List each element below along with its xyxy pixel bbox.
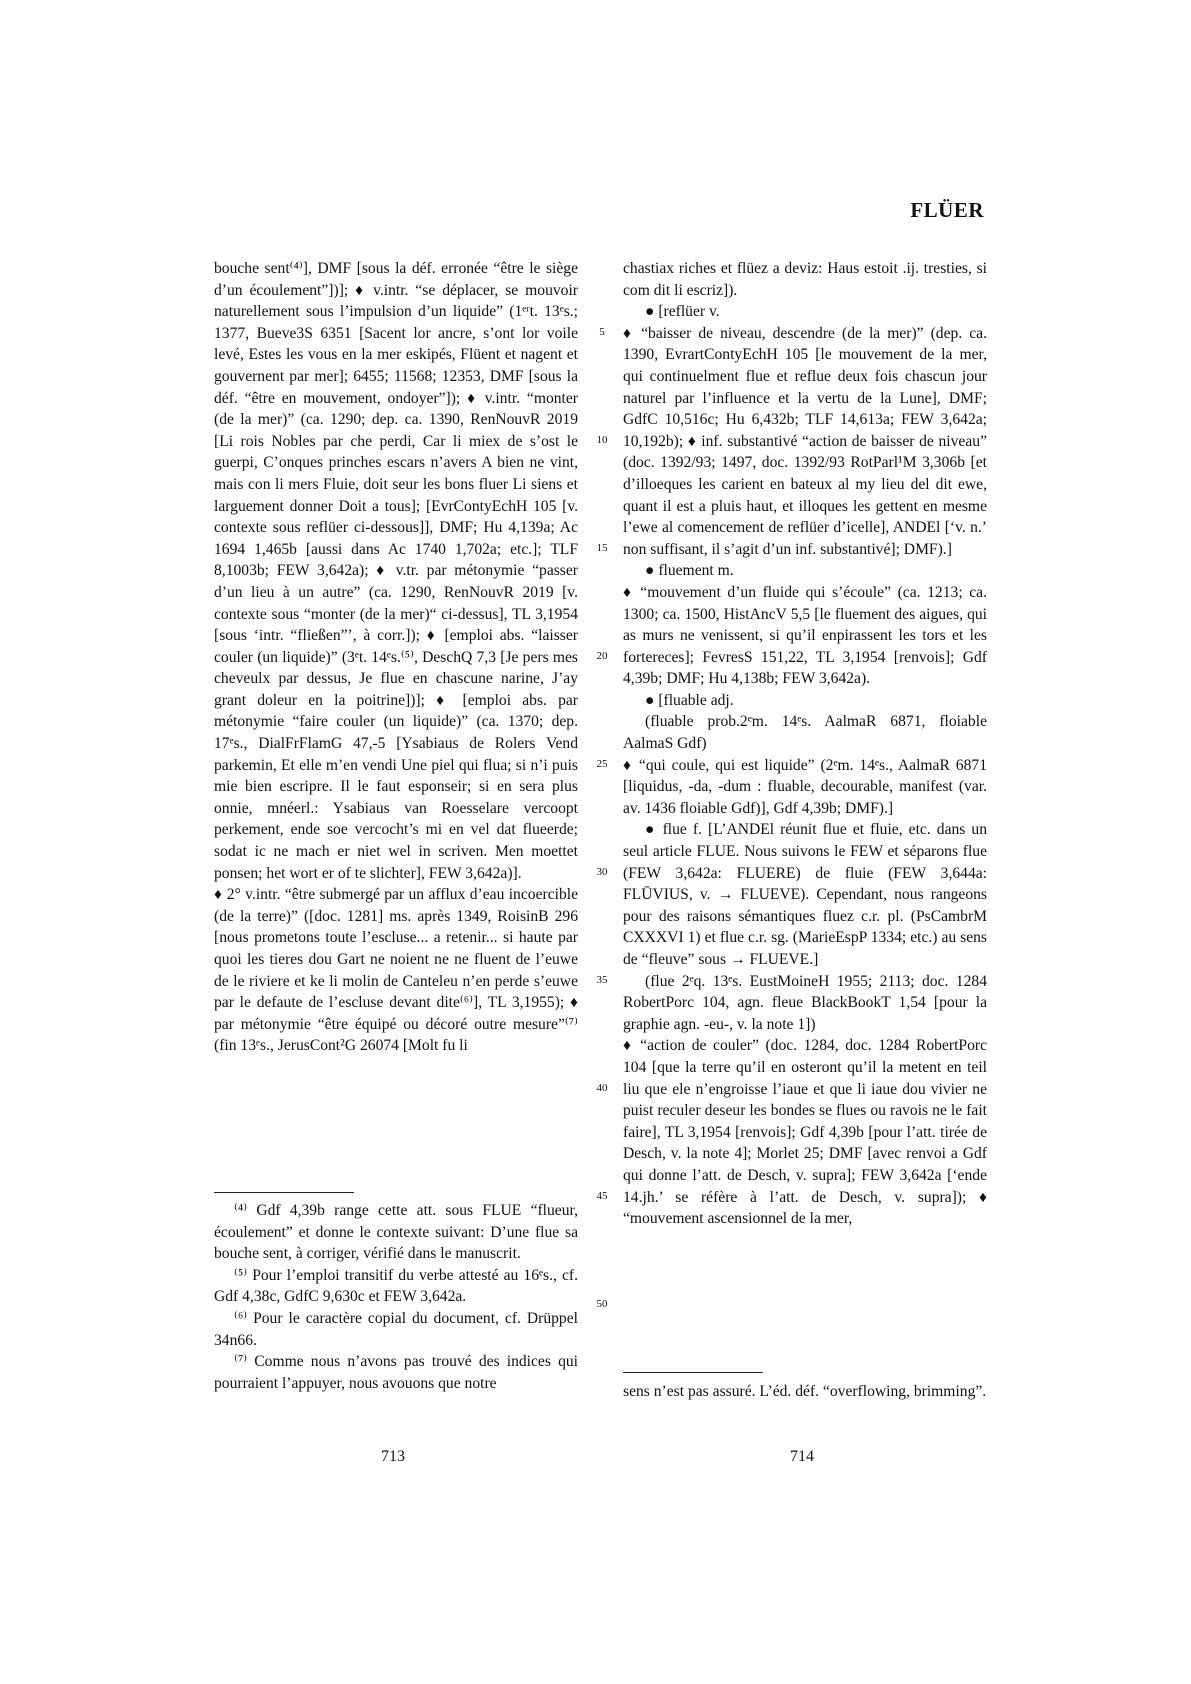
entry-reflüer-heading: ● [reflüer v. [645,303,720,321]
line-number: 30 [596,866,608,878]
line-number: 20 [596,650,608,662]
line-number: 10 [596,434,608,446]
footnote-4: ⁽⁴⁾ Gdf 4,39b range cette att. sous FLUE “flueur, écoulement” et donne le contexte suivant: D’une flue sa bouche sent, à corriger, vérifié dans le manuscrit. [214,1202,578,1263]
right-paragraph: (flue 2ᵉq. 13ᵉs. EustMoineH 1955; 2113; doc. 1284 RobertPorc 104, agn. fleue BlackBookT 1,54 [pour la graphie agn. -eu-, v. la note 1]) [623,972,987,1033]
footnote-6: ⁽⁶⁾ Pour le caractère copial du document, cf. Drüppel 34n66. [214,1309,578,1349]
footnote-rule-right [623,1372,763,1373]
right-paragraph: ♦ “baisser de niveau, descendre (de la mer)” (dep. ca. 1390, EvrartContyEchH 105 [le mouvement de la mer, qui continuelment flue et reflue deux fois chascun jour naturel par l’influence et la vertu de la Lune], DMF; GdfC 10,516c; Hu 6,432b; TLF 14,613a; FEW 3,642a; 10,192b); ♦ inf. substantivé “action de baisser de niveau” (doc. 1392/93; 1497, doc. 1392/93 RotParl¹M 3,306b [et d’illoeques les carient en bateux al my lieu del dit ewe, quant il est a pluis haut, et illoques les gettent en mesme l’ewe al comencement de reflüer d’icelle], ANDEl [‘v. n.’ non suffisant, il s’agit d’un inf. substantivé]; DMF).] [623,324,987,558]
page-number-left: 713 [381,1448,405,1465]
line-number: 45 [596,1190,608,1202]
line-number: 5 [599,326,605,338]
entry-fluable-heading: ● [fluable adj. [645,691,734,709]
footnote-5: ⁽⁵⁾ Pour l’emploi transitif du verbe attesté au 16ᵉs., cf. Gdf 4,38c, GdfC 9,630c et FEW 3,642a. [214,1266,578,1306]
line-number: 15 [596,542,608,554]
right-paragraph: chastiax riches et flüez a deviz: Haus estoit .ij. tresties, si com dit li escriz]). [623,260,987,299]
right-paragraph: ♦ “mouvement d’un fluide qui s’écoule” (ca. 1213; ca. 1300; ca. 1500, HistAncV 5,5 [le fluement des aigues, qui as murs ne venissent, si qu’il enpirassent les tors et les fortereces]; FevresS 151,22, TL 3,1954 [renvois]; Gdf 4,39b; DMF; Hu 4,138b; FEW 3,642a). [623,583,987,688]
right-column [623,258,987,1230]
line-number: 35 [596,974,608,986]
left-paragraph-2: ♦ 2° v.intr. “être submergé par un afflux d’eau incoercible (de la terre)” ([doc. 1281] ms. après 1349, RoisinB 296 [nous prometons toute l’escluse... a retenir... si haute par quoi les tieres dou Gart ne noient ne ne fluent de l’euwe de le riviere et ke li molin de Canteleu n’en perde s’euwe par le defaute de l’escluse devant dite⁽⁶⁾], TL 3,1955); ♦ par métonymie “être équipé ou décoré outre mesure”⁽⁷⁾ (fin 13ᵉs., JerusCont²G 26074 [Molt fu li [214,886,578,1055]
entry-flue-heading: ● flue f. [L’ANDEl réunit flue et fluie, etc. dans un seul article FLUE. Nous suivons le FEW et séparons flue (FEW 3,642a: FLUERE) de fluie (FEW 3,644a: FLŪVIUS, v. → FLUEVE). Cependant, nous rangeons pour des raisons sémantiques fluez c.r. pl. (PsCambrM CXXXVI 1) et flue c.r. sg. (MarieEspP 1334; etc.) au sens de “fleuve” sous → FLUEVE.] [623,821,987,968]
line-number: 40 [596,1082,608,1094]
page-headword: FLÜER [910,198,984,222]
footnote-continuation: sens n’est pas assuré. L’éd. déf. “overflowing, brimming”. [623,1383,987,1400]
line-number: 50 [596,1298,608,1310]
right-paragraph: ♦ “qui coule, qui est liquide” (2ᵉm. 14ᵉs., AalmaR 6871 [liquidus, -da, -dum : fluable, decourable, manifest (var. av. 1436 floiable Gdf)], Gdf 4,39b; DMF).] [623,756,987,817]
footnotes [214,1200,578,1394]
footnote-rule [214,1192,354,1193]
right-paragraph: (fluable prob.2ᵉm. 14ᵉs. AalmaR 6871, floiable AalmaS Gdf) [623,713,987,753]
footnote-7: ⁽⁷⁾ Comme nous n’avons pas trouvé des indices qui pourraient l’appuyer, nous avouons que notre [214,1353,578,1392]
left-paragraph-1: bouche sent⁽⁴⁾], DMF [sous la déf. erronée “être le siège d’un écoulement”])]; ♦ v.intr. “se déplacer, se mouvoir naturellement sous l’impulsion d’un liquide” (1ᵉʳt. 13ᵉs.; 1377, Bueve3S 6351 [Sacent lor ancre, s’ont lor voile levé, Estes les vous en la mer eskipés, Flüent et nagent et gouvernent par mer]; 6455; 11568; 12353, DMF [sous la déf. “être en mouvement, ondoyer”]); ♦ v.intr. “monter (de la mer)” (ca. 1290; dep. ca. 1390, RenNouvR 2019 [Li rois Nobles par che perdi, Car li miex de s’ost le guerpi, C’onques prinches escars n’avers A bien ne vint, mais con li mers Fluie, doit seur les bons fluer Li siens et larguement donner Doit a tous]; [EvrContyEchH 105 [v. contexte sous reflüer ci-dessous]], DMF; Hu 4,139a; Ac 1694 1,465b [aussi dans Ac 1740 1,702a; etc.]; TLF 8,1003b; FEW 3,642a); ♦ v.tr. par métonymie “passer d’un lieu à un autre” (ca. 1290, RenNouvR 2019 [v. contexte sous “monter (de la mer)“ ci-dessus], TL 3,1954 [sous ‘intr. “fließen”’, à corr.]); ♦ [emploi abs. “laisser couler (un liquide)” (3ᵉt. 14ᵉs.⁽⁵⁾, DeschQ 7,3 [Je pers mes cheveulx par dessus, Je flue en chascune narine, J’ay grant doleur en la poitrine])]; ♦ [emploi abs. par métonymie “faire couler (un liquide)” (ca. 1370; dep. 17ᵉs., DialFrFlamG 47,-5 [Ysabiaus de Rolers Vend parkemin, Et elle m’en vendi Une piel qui flua; si n’i puis mie bien escripre. Il le faut esponseir; si en sera plus onnie, mnéerl.: Ysabiaus van Roesselare vercoopt perkement, ende soe vercocht’s mi en vel dat flueerde; sodat ic ne mach er niet wel in scriven. Men moettet ponsen; het wort er of te slichter], FEW 3,642a)]. [214,260,578,882]
left-column [214,258,578,1057]
page-number-right: 714 [790,1448,814,1465]
entry-fluement-heading: ● fluement m. [645,562,734,580]
line-number: 25 [596,758,608,770]
right-paragraph: ♦ “action de couler” (doc. 1284, doc. 1284 RobertPorc 104 [que la terre qu’il en osteront qu’il la metent en teil liu que ele n’engroisse l’iaue et que li iaue dou vivier ne puist reculer deseur les bondes se flues ou ravois ne le fait faire], TL 3,1954 [renvois]; Gdf 4,39b [pour l’att. tirée de Desch, v. la note 4]; Morlet 25; DMF [avec renvoi a Gdf qui donne l’att. de Desch, v. supra]; FEW 3,642a [‘ende 14.jh.’ se réfère à l’att. de Desch, v. supra]); ♦ “mouvement ascensionnel de la mer, [623,1037,987,1228]
